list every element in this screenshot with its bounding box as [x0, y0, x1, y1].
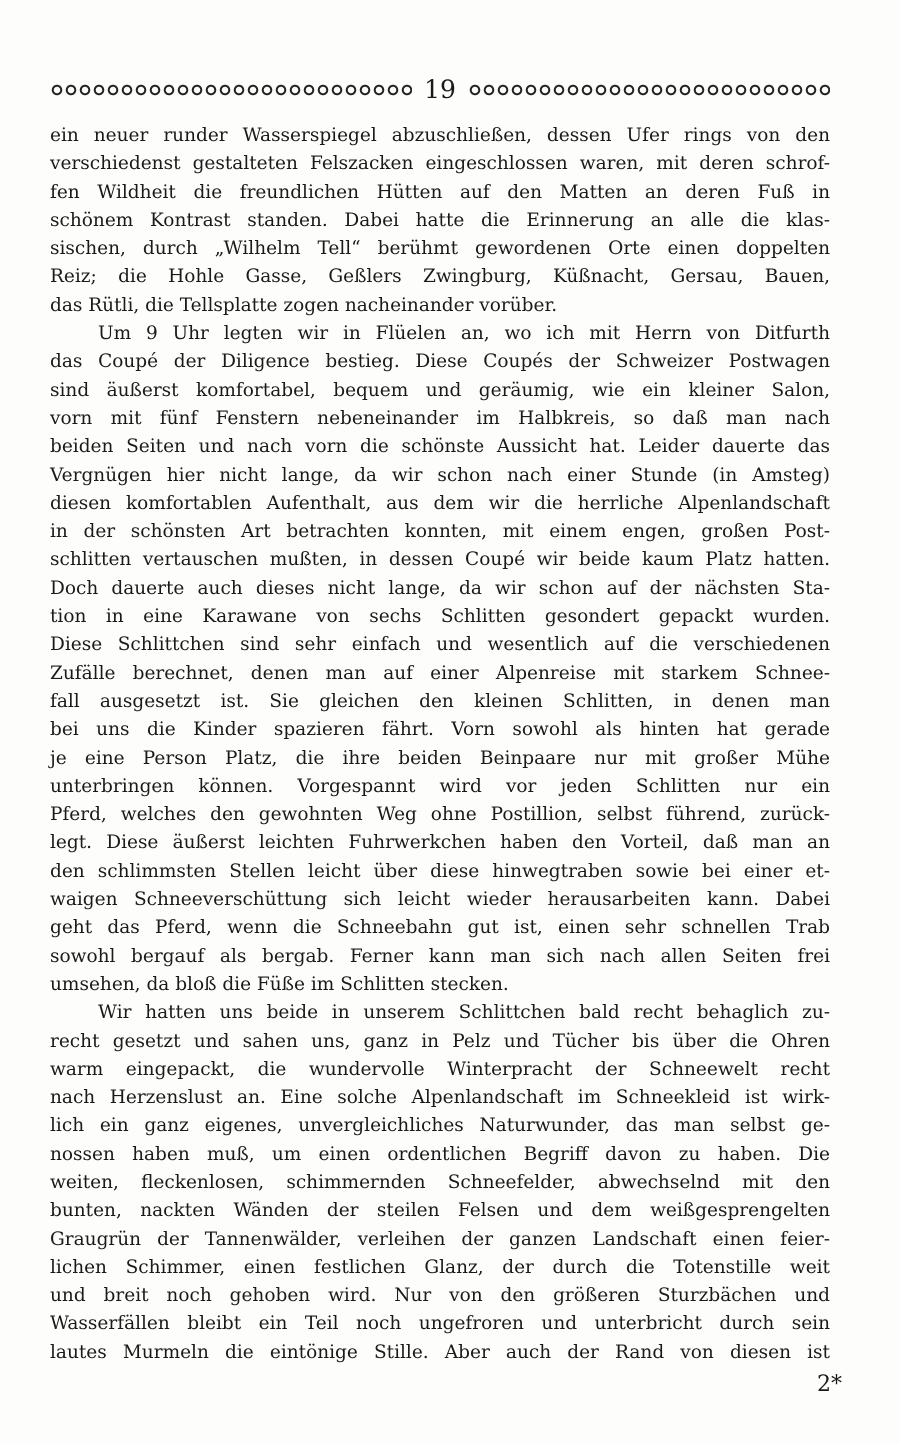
text-line: tion in eine Karawane von sechs Schlitten gesondert gepackt wurden. — [50, 606, 830, 628]
text-line: das Rütli, die Tellsplatte zogen nacheinander vorüber. — [50, 294, 558, 316]
text-line: Graugrün der Tannenwälder, verleihen der ganzen Landschaft einen feier- — [50, 1228, 830, 1250]
text-line: waigen Schneeverschüttung sich leicht wieder herausarbeiten kann. Dabei — [50, 889, 830, 911]
running-header — [50, 72, 830, 108]
text-line: Wir hatten uns beide in unserem Schlittchen bald recht behaglich zu- — [98, 1002, 830, 1024]
text-line: den schlimmsten Stellen leicht über diese hinwegtraben sowie bei einer et- — [50, 860, 830, 882]
text-line: lich ein ganz eigenes, unvergleichliches Naturwunder, das man selbst ge- — [50, 1115, 830, 1137]
text-line: Vergnügen hier nicht lange, da wir schon nach einer Stunde (in Amsteg) — [50, 464, 830, 486]
text-line: lichen Schimmer, einen festlichen Glanz, der durch die Totenstille weit — [50, 1256, 830, 1278]
text-line: je eine Person Platz, die ihre beiden Beinpaare nur mit großer Mühe — [50, 747, 830, 769]
text-line: bei uns die Kinder spazieren fährt. Vorn sowohl als hinten hat gerade — [50, 719, 830, 741]
text-line: sischen, durch „Wilhelm Tell“ berühmt gewordenen Orte einen doppelten — [50, 238, 830, 260]
signature-mark: 2* — [817, 1372, 842, 1397]
text-line: lautes Murmeln die eintönige Stille. Aber auch der Rand von diesen ist — [50, 1341, 830, 1363]
text-line: legt. Diese äußerst leichten Fuhrwerkchen haben den Vorteil, daß man an — [50, 832, 830, 854]
text-line: unterbringen können. Vorgespannt wird vor jeden Schlitten nur ein — [50, 775, 830, 797]
text-line: fen Wildheit die freundlichen Hütten auf den Matten an deren Fuß in — [50, 181, 830, 203]
text-line: in der schönsten Art betrachten konnten, mit einem engen, großen Post- — [50, 521, 830, 543]
text-line: schlitten vertauschen mußten, in dessen Coupé wir beide kaum Platz hatten. — [50, 549, 830, 571]
left-ornament-rule — [50, 83, 412, 97]
text-line: verschiedenst gestalteten Felszacken eingeschlossen waren, mit deren schrof- — [50, 153, 830, 175]
page-number: 19 — [424, 75, 456, 104]
right-ornament-rule — [468, 83, 830, 97]
text-line: ein neuer runder Wasserspiegel abzuschließen, dessen Ufer rings von den — [50, 125, 830, 146]
text-line: nossen haben muß, um einen ordentlichen Begriff davon zu haben. Die — [50, 1143, 830, 1165]
text-line: umsehen, da bloß die Füße im Schlitten stecken. — [50, 973, 509, 995]
text-line: das Coupé der Diligence bestieg. Diese Coupés der Schweizer Postwagen — [50, 351, 830, 373]
text-line: geht das Pferd, wenn die Schneebahn gut ist, einen sehr schnellen Trab — [50, 917, 830, 939]
text-line: Pferd, welches den gewohnten Weg ohne Postillion, selbst führend, zurück- — [50, 804, 830, 826]
text-line: beiden Seiten und nach vorn die schönste Aussicht hat. Leider dauerte das — [50, 436, 830, 458]
text-line: vorn mit fünf Fenstern nebeneinander im Halbkreis, so daß man nach — [50, 407, 830, 429]
text-line: warm eingepackt, die wundervolle Winterpracht der Schneewelt recht — [50, 1058, 830, 1080]
text-line: fall ausgesetzt ist. Sie gleichen den kleinen Schlitten, in denen man — [50, 690, 830, 712]
text-line: diesen komfortablen Aufenthalt, aus dem wir die herrliche Alpenlandschaft — [50, 492, 830, 514]
body-text — [50, 122, 830, 1367]
text-line: schönem Kontrast standen. Dabei hatte die Erinnerung an alle die klas- — [50, 209, 830, 231]
text-line: weiten, fleckenlosen, schimmernden Schneefelder, abwechselnd mit den — [50, 1171, 830, 1193]
text-line: nach Herzenslust an. Eine solche Alpenlandschaft im Schneekleid ist wirk- — [50, 1087, 830, 1109]
text-line: Diese Schlittchen sind sehr einfach und wesentlich auf die verschiedenen — [50, 634, 830, 656]
text-line: Doch dauerte auch dieses nicht lange, da wir schon auf der nächsten Sta- — [50, 577, 830, 599]
text-line: Um 9 Uhr legten wir in Flüelen an, wo ich mit Herrn von Ditfurth — [98, 323, 830, 345]
text-line: recht gesetzt und sahen uns, ganz in Pelz und Tücher bis über die Ohren — [50, 1030, 830, 1052]
text-line: Reiz; die Hohle Gasse, Geßlers Zwingburg, Küßnacht, Gersau, Bauen, — [50, 266, 830, 288]
text-line: Wasserfällen bleibt ein Teil noch ungefroren und unterbricht durch sein — [50, 1313, 830, 1335]
text-line: sind äußerst komfortabel, bequem und geräumig, wie ein kleiner Salon, — [50, 379, 830, 401]
text-line: sowohl bergauf als bergab. Ferner kann man sich nach allen Seiten frei — [50, 945, 830, 967]
text-line: bunten, nackten Wänden der steilen Felsen und dem weißgesprengelten — [50, 1200, 830, 1222]
text-line: Zufälle berechnet, denen man auf einer Alpenreise mit starkem Schnee- — [50, 662, 830, 684]
text-line: und breit noch gehoben wird. Nur von den größeren Sturzbächen und — [50, 1285, 830, 1307]
